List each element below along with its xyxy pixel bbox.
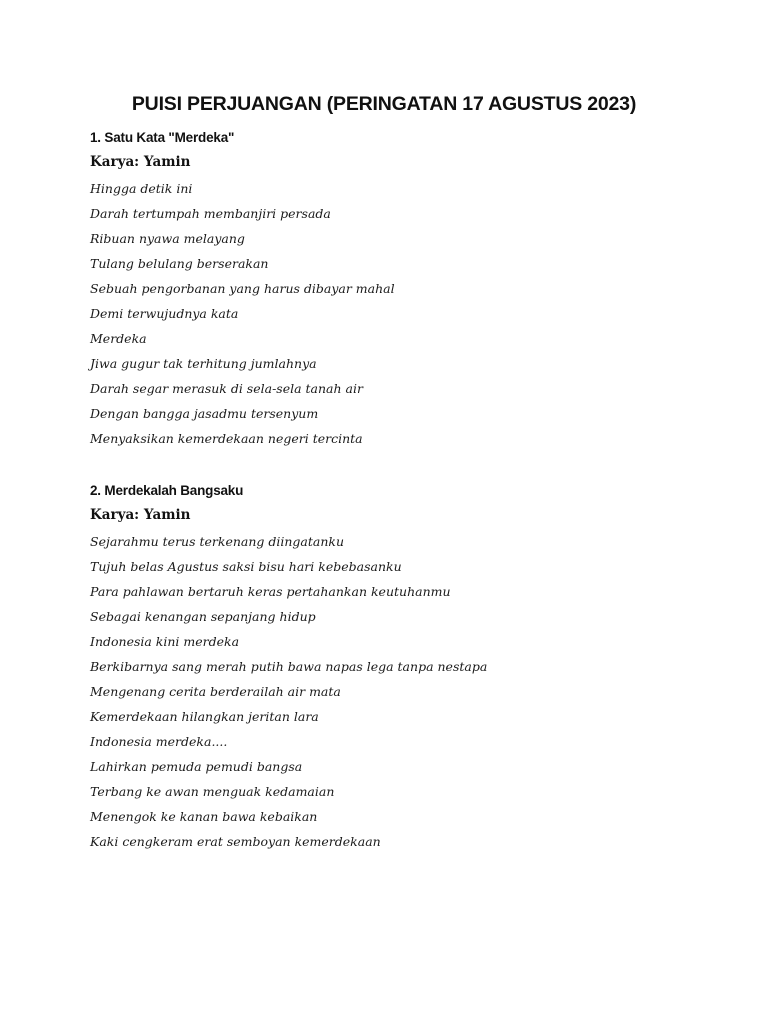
poem-line: Sejarahmu terus terkenang diingatanku (90, 534, 345, 549)
poem-lines (90, 529, 710, 854)
poem-line: Sebagai kenangan sepanjang hidup (90, 609, 316, 624)
poem-section-2 (90, 481, 710, 854)
poem-line: Tulang belulang berserakan (90, 256, 269, 271)
poem-line: Darah segar merasuk di sela-sela tanah air (90, 381, 363, 396)
poem-line: Ribuan nyawa melayang (90, 231, 245, 246)
poem-line: Menyaksikan kemerdekaan negeri tercinta (90, 431, 363, 446)
poem-author: Karya: Yamin (90, 154, 191, 170)
poem-heading: 2. Merdekalah Bangsaku (90, 483, 244, 498)
poem-line: Darah tertumpah membanjiri persada (90, 206, 331, 221)
poem-line: Kaki cengkeram erat semboyan kemerdekaan (90, 834, 381, 849)
poem-line: Indonesia merdeka.... (90, 734, 228, 749)
poem-line: Demi terwujudnya kata (90, 306, 239, 321)
poem-line: Terbang ke awan menguak kedamaian (90, 784, 335, 799)
poem-line: Mengenang cerita berderailah air mata (90, 684, 341, 699)
poem-heading: 1. Satu Kata "Merdeka" (90, 130, 235, 145)
poem-lines (90, 176, 710, 451)
document-title: PUISI PERJUANGAN (PERINGATAN 17 AGUSTUS 2023) (131, 93, 637, 115)
poem-line: Menengok ke kanan bawa kebaikan (90, 809, 318, 824)
poem-line: Merdeka (90, 331, 147, 346)
poem-line: Kemerdekaan hilangkan jeritan lara (90, 709, 319, 724)
poem-line: Lahirkan pemuda pemudi bangsa (90, 759, 303, 774)
poem-section-1 (90, 128, 710, 451)
poem-line: Sebuah pengorbanan yang harus dibayar mahal (90, 281, 395, 296)
poem-line: Dengan bangga jasadmu tersenyum (90, 406, 319, 421)
poem-author: Karya: Yamin (90, 507, 191, 523)
poem-line: Tujuh belas Agustus saksi bisu hari kebebasanku (90, 559, 402, 574)
poem-line: Para pahlawan bertaruh keras pertahankan keutuhanmu (90, 584, 451, 599)
poem-line: Indonesia kini merdeka (90, 634, 240, 649)
poem-line: Hingga detik ini (90, 181, 193, 196)
poem-line: Berkibarnya sang merah putih bawa napas lega tanpa nestapa (90, 659, 488, 674)
poem-line: Jiwa gugur tak terhitung jumlahnya (90, 356, 317, 371)
